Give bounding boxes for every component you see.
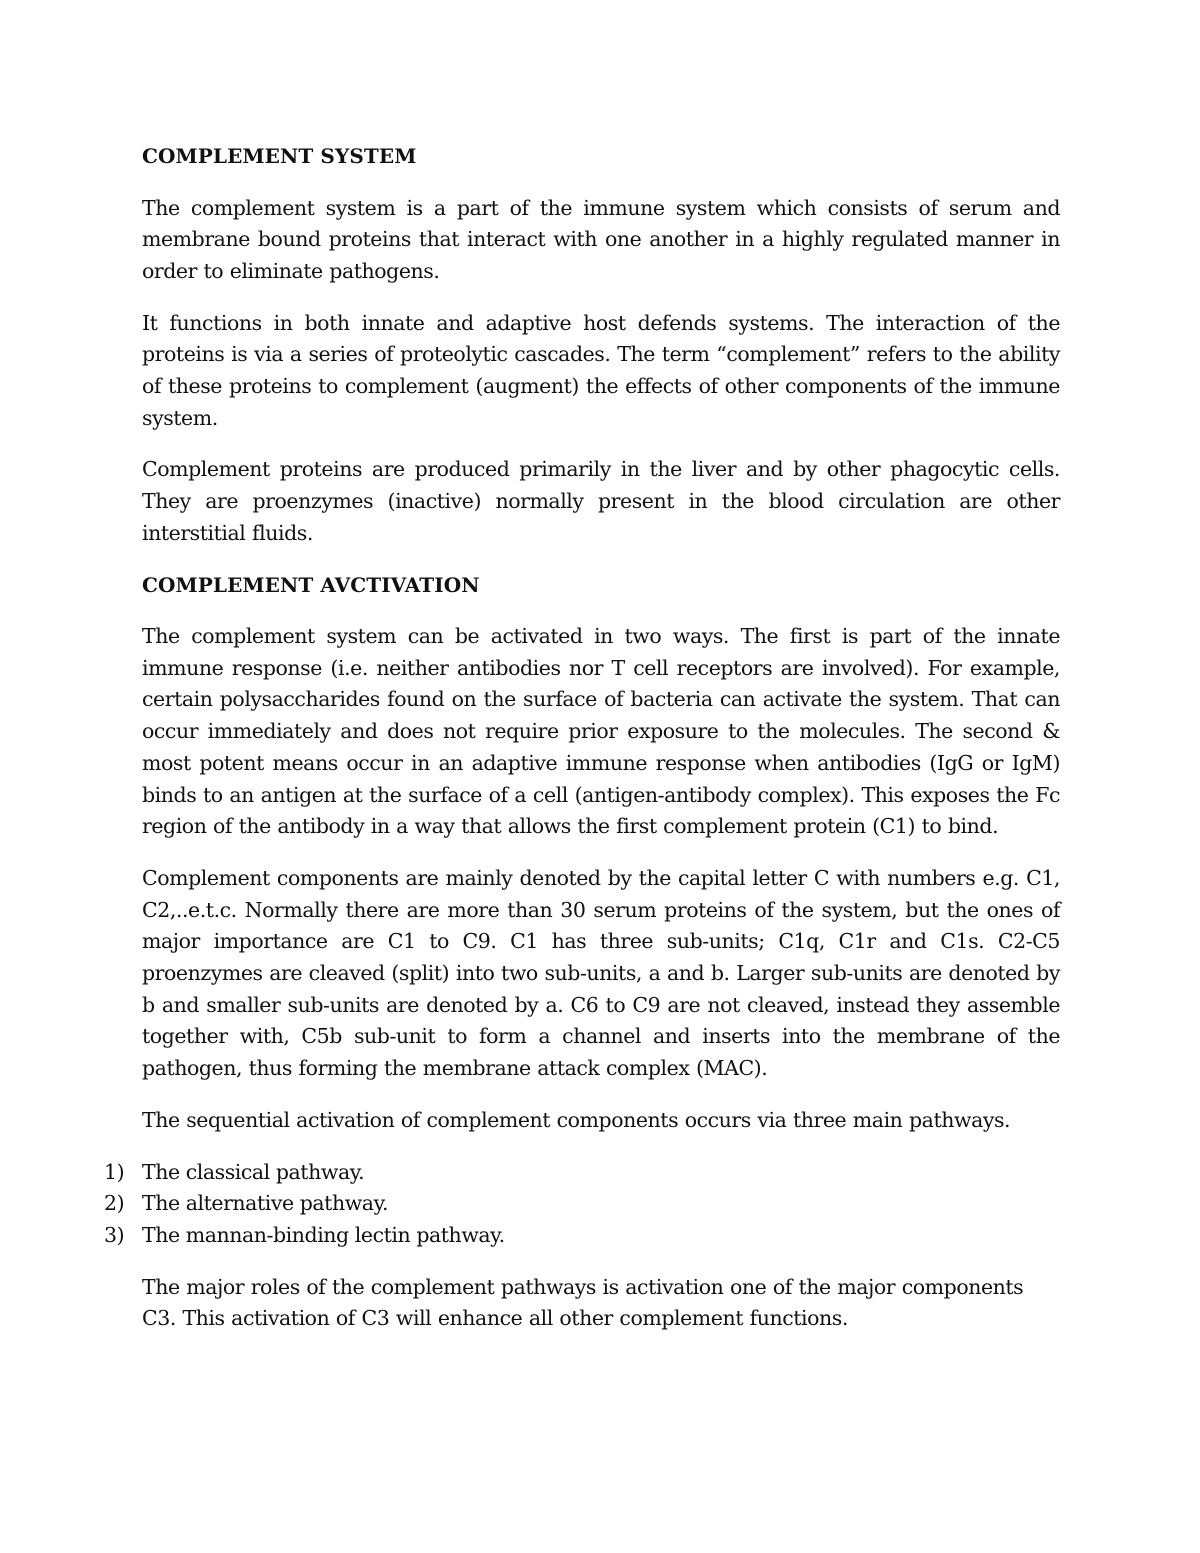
list-item — [104, 1220, 1060, 1252]
paragraph-activation-ways: The complement system can be activated in two ways. The first is part of the innate immune response (i.e. neither antibodies nor T cell receptors are involved). For example, certain polysaccharides found on the surface of bacteria can activate the system. That can occur immediately and does not require prior exposure to the molecules. The second & most potent means occur in an adaptive immune response when antibodies (IgG or IgM) binds to an antigen at the surface of a cell (antigen-antibody complex). This exposes the Fc region of the antibody in a way that allows the first complement protein (C1) to bind. — [142, 624, 1060, 839]
list-item-number: 2) — [104, 1191, 125, 1216]
paragraph-function: It functions in both innate and adaptive host defends systems. The interaction of the proteins is via a series of proteolytic cascades. The term “complement” refers to the ability of these proteins to complement (augment) the effects of other components of the immune system. — [142, 310, 1060, 430]
list-item — [104, 1157, 1060, 1189]
paragraph-definition: The complement system is a part of the immune system which consists of serum and membrane bound proteins that interact with one another in a highly regulated manner in order to eliminate pathogens. — [142, 195, 1060, 283]
list-item-text: The mannan-binding lectin pathway. — [142, 1222, 505, 1247]
paragraph-production: Complement proteins are produced primarily in the liver and by other phagocytic cells. They are proenzymes (inactive) normally present in the blood circulation are other interstitial fluids. — [142, 457, 1060, 545]
document-page — [104, 141, 1060, 1355]
paragraph-components: Complement components are mainly denoted by the capital letter C with numbers e.g. C1, C2,..e.t.c. Normally there are more than 30 serum proteins of the system, but the ones of major importance are C1 to C9. C1 has three sub-units; C1q, C1r and C1s. C2-C5 proenzymes are cleaved (split) into two sub-units, a and b. Larger sub-units are denoted by b and smaller sub-units are denoted by a. C6 to C9 are not cleaved, instead they assemble together with, C5b sub-unit to form a channel and inserts into the membrane of the pathogen, thus forming the membrane attack complex (MAC). — [142, 865, 1060, 1081]
pathways-list — [104, 1157, 1060, 1252]
list-item — [104, 1188, 1060, 1220]
section-heading-complement-system: COMPLEMENT SYSTEM — [142, 144, 417, 168]
list-item-text: The alternative pathway. — [142, 1191, 389, 1216]
paragraph-pathways-intro: The sequential activation of complement components occurs via three main pathways. — [142, 1107, 1011, 1132]
list-item-number: 1) — [104, 1159, 125, 1184]
paragraph-major-roles: The major roles of the complement pathways is activation one of the major components C3. This activation of C3 will enhance all other complement functions. — [142, 1274, 1024, 1331]
list-item-number: 3) — [104, 1222, 125, 1247]
list-item-text: The classical pathway. — [142, 1159, 365, 1184]
section-heading-complement-activation: COMPLEMENT AVCTIVATION — [142, 572, 480, 597]
